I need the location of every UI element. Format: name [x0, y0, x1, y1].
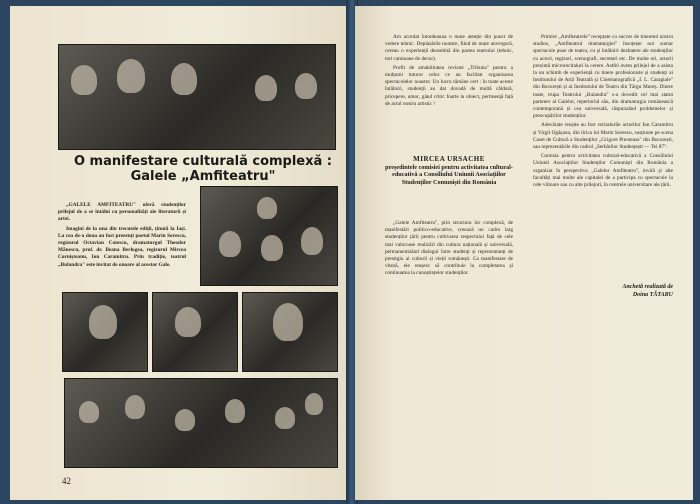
- left-page: [10, 6, 350, 500]
- photo-top-panel: [58, 44, 336, 150]
- interviewee-name: MIRCEA URSACHE: [413, 155, 485, 163]
- left-body-column: [58, 202, 186, 271]
- headline-line-2: Galele „Amfiteatru": [130, 169, 276, 184]
- signoff-author: Doina TĂTARU: [632, 291, 673, 298]
- photo-figure: [175, 409, 195, 431]
- photo-figure: [301, 227, 323, 255]
- right-column-1-bottom: [385, 220, 513, 280]
- interviewee-role: președintele comisiei pentru activitatea cultural-educativă a Consiliului Uniunii Asociațiilor Studenților Comuniști din România: [385, 163, 513, 186]
- headline-line-1: O manifestare culturală complexă :: [73, 154, 333, 169]
- article-headline: [68, 154, 338, 184]
- page-number: 42: [62, 476, 71, 486]
- photo-figure: [125, 395, 145, 419]
- signoff-line-1: Anchetă realizată de: [622, 284, 673, 290]
- photo-figure: [257, 197, 277, 219]
- right-page: [355, 6, 693, 500]
- body-paragraph: „Galele Amfiteatru", prin structura lor complexă, de manifestări politico-educative, creează un cadru larg studenților țării pentru cultivarea respectului față de cele mai valoroase realizări din cultura națională și universală, permanentizând dialogul între studenți și reprezentanți de prestigiu ai culturii și vieții românești. Ca manifestare de viteză, ele reușesc să contribuie la completarea și continuarea la cunoștințelor studenților.: [385, 220, 513, 277]
- body-paragraph: Profit de amabilitatea revistei „Tribuna" pentru a mulțumi tuturor celor ce au facilitat organizarea spectacolelor noastre. Un lucru rămâne cert : în toate aceste întâlniri, studenții au dat dovadă de multă căldură, pricepere, umor, gând critic foarte la obiect, pertinență față de actul nostru artistic !: [385, 64, 513, 107]
- photo-figure: [261, 235, 283, 261]
- body-paragraph: Adevărate reușite au fost recitalurile actorilor Ion Caramitru și Virgil Ogășanu, din lirica lui Marin Sorescu, susținute pe scena Casei de Cultură a Studenților „Grigore Preoteasa" din București, sau reprezentările din cadrul „Serbărilor Studențești — Tei 87".: [533, 122, 673, 151]
- body-paragraph: „GALELE AMFITEATRU" oferă studenților prilejul de a se întâlni cu personalități ale literaturii și artei.: [58, 202, 186, 223]
- photo-figure: [273, 303, 303, 341]
- photo-figure: [255, 75, 277, 101]
- photo-figure: [275, 407, 295, 429]
- body-paragraph: Comisia pentru activitatea cultural-educativă a Consiliului Uniunii Asociațiilor Studenților Comuniști din România a organizat în perspectiva „Galelor Amfiteatru", invită și alte facultăți mai multe ale capitalei de a participa cu spectacole la cele viitoare sau cu alte prilejuri, în centrele universitare ale țării.: [533, 153, 673, 189]
- photo-bottom-audience: [64, 378, 338, 468]
- body-paragraph: Imagini de la una din trecutele ediții, ținută la Iași. La cea de-a doua au fost prezenți poetul Marin Sorescu, regizorul Octavian Cotescu, dramaturgul Theodor Mănescu, prof. dr. Ileana Berlogea, regizorul Mircea Cornișteanu, Ion Caramitru. Prin tradiție, teatrul „Bulandra" este invitat de onoare al acestor Gale.: [58, 225, 186, 268]
- photo-portrait-2: [152, 292, 238, 372]
- right-column-2: [533, 34, 673, 191]
- photo-figure: [117, 59, 145, 93]
- photo-figure: [175, 307, 201, 337]
- interviewee-heading: [385, 156, 513, 186]
- photo-figure: [171, 63, 197, 95]
- photo-mid-right: [200, 186, 338, 286]
- photo-figure: [71, 65, 97, 95]
- photo-figure: [89, 305, 117, 339]
- photo-figure: [79, 401, 99, 423]
- photo-figure: [305, 393, 323, 415]
- photo-portrait-3: [242, 292, 338, 372]
- right-column-1-top: [385, 34, 513, 110]
- body-paragraph: Primire „Amfiteatrele" receptate cu succes de tineretul nostru studios, „Amfiteatrul dramaturgiei" însoțește noi sumar spectacole puse de teatru, cu și întâlniri dezbatere ale studenților cu actori, regizori, scenografi, secretari etc. De multe ori, actorii prezintă microrecitaluri la cerere. Astfel avem prilejul de a asista la un schimb de experiență cu tinere profesioniste și studenți ai Institutului de Artă Teatrală și Cinematografică „I. L. Caragiale" din București și ai Institutului de Teatru din Târgu Mureș. Dintre toate, trupa Teatrului „Bulandra" s-a dovedit cel mai statut partener al Galelor, repertoriul său, din dramaturgia românească contemporană și cea universală, răspunzând problemelor și preocupărilor studenților.: [533, 34, 673, 120]
- photo-figure: [225, 399, 245, 423]
- photo-portrait-1: [62, 292, 148, 372]
- photo-figure: [295, 73, 317, 99]
- article-signoff: [545, 284, 673, 299]
- body-paragraph: Am acordat întotdeauna o mare atenție din punct de vedere tehnic. Deplasările noastre, fiind de mare anvergură, cereau o experiență deosebită din partea teatrului (tehnic, trei camioane de decor).: [385, 34, 513, 62]
- photo-figure: [219, 231, 241, 257]
